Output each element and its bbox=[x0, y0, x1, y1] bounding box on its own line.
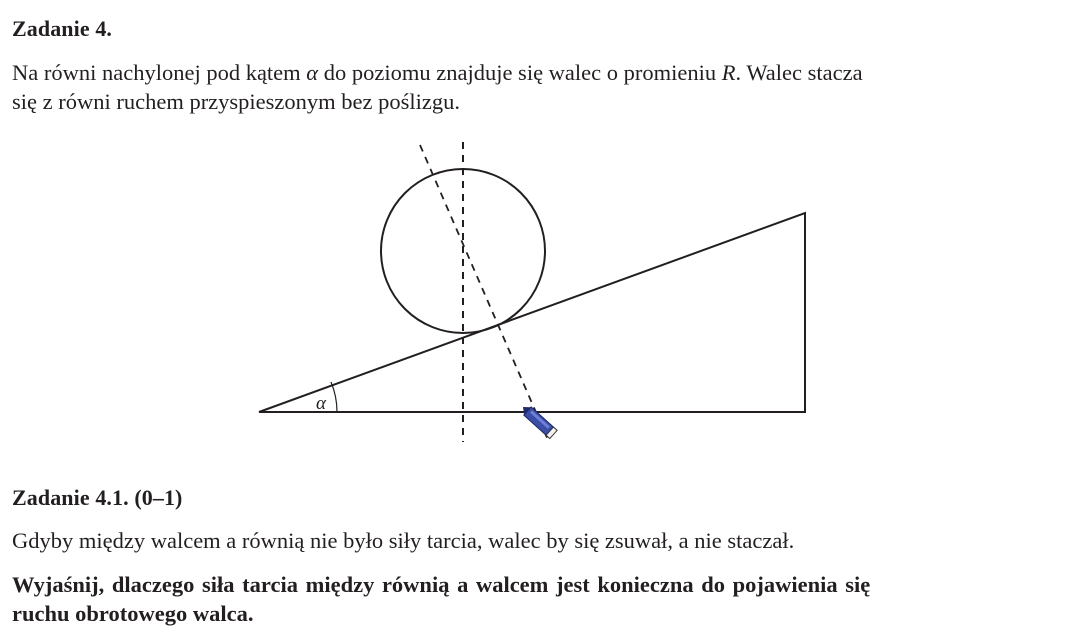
instruction-line-2: ruchu obrotowego walca. bbox=[12, 601, 254, 626]
intro-text: Na równi nachylonej pod kątem bbox=[12, 60, 307, 85]
angle-arc bbox=[331, 382, 337, 412]
subtask-statement: Gdyby między walcem a równią nie było siły tarcia, walec by się zsuwał, a nie staczał. bbox=[12, 528, 795, 553]
slanted-dashed-line bbox=[420, 145, 548, 440]
task-heading: Zadanie 4. bbox=[12, 16, 113, 41]
intro-text: . Walec stacza bbox=[735, 60, 863, 85]
intro-text: do poziomu znajduje się walec o promieniu bbox=[318, 60, 722, 85]
alpha-symbol: α bbox=[306, 60, 319, 85]
intro-line-2: się z równi ruchem przyspieszonym bez poślizgu. bbox=[12, 89, 461, 114]
subtask-heading: Zadanie 4.1. (0–1) bbox=[12, 485, 183, 510]
angle-label: α bbox=[316, 393, 326, 414]
subtask-instruction bbox=[12, 570, 1058, 628]
instruction-line-1: Wyjaśnij, dlaczego siła tarcia między równią a walcem jest konieczna do pojawienia się bbox=[12, 572, 871, 597]
incline-triangle bbox=[259, 213, 805, 412]
pencil-cursor-icon bbox=[519, 403, 557, 439]
radius-symbol: R bbox=[721, 60, 736, 85]
